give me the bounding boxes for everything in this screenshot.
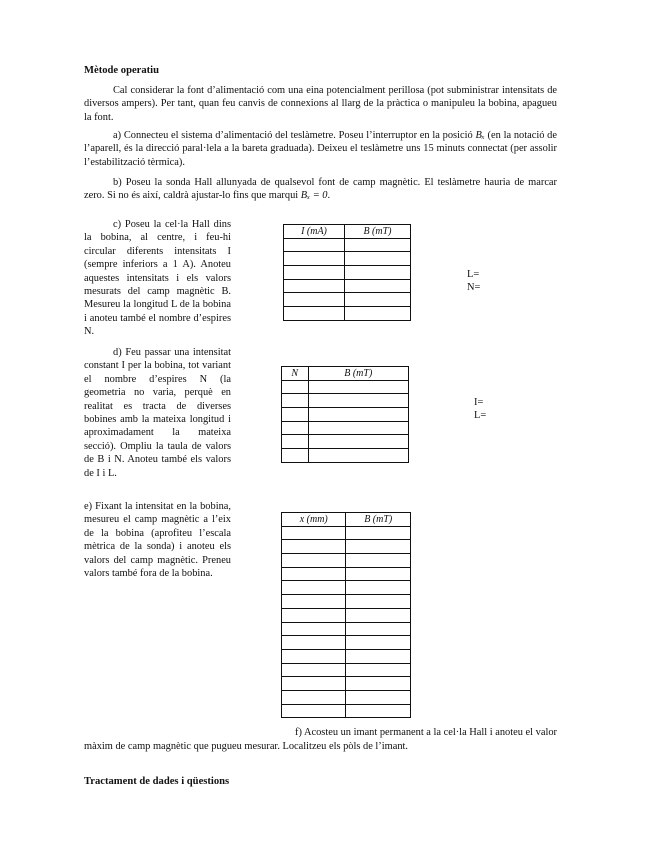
table-row: [282, 567, 411, 581]
table-row: [284, 307, 411, 321]
table-row: [282, 408, 409, 422]
table-row: [284, 238, 411, 252]
table-row: [282, 554, 411, 568]
table-position-field: [281, 512, 411, 718]
table-row: [282, 449, 409, 463]
step-f-line-2: màxim de camp magnètic que pugueu mesurar. Localitzeu els pòls de l’imant.: [84, 741, 409, 752]
step-b-paragraph: b) Poseu la sonda Hall allunyada de qualsevol font de camp magnètic. El teslàmetre hauria de marcar zero. Si no és així, caldrà ajustar-lo fins que marqui Bₓ = 0.: [84, 177, 557, 202]
label-N: N=: [467, 282, 481, 294]
step-e-paragraph: e) Fixant la intensitat en la bobina, mesureu el camp magnètic a l’eix de la bobina (aprofiteu l’escala mètrica de la sonda) i anoteu els valors del camp magnètic. Preneu valors també fora de la bobina.: [84, 501, 231, 580]
table-row: [282, 394, 409, 408]
table3-header-2: B (mT): [346, 513, 411, 527]
step-b-equation: Bₓ = 0: [300, 190, 328, 202]
step-f-line-1: f) Acosteu un imant permanent a la cel·la Hall i anoteu el valor: [295, 727, 557, 738]
table1-header-2: B (mT): [344, 225, 410, 239]
table-row: [282, 595, 411, 609]
intro-paragraph: Cal considerar la font d’alimentació com una eina potencialment perillosa (pot subministrar intensitats de diversos ampers). Per tant, quan feu canvis de connexions al llarg de la pràctica o manipuleu la bobina, apagueu la font.: [84, 85, 557, 123]
table-row: [282, 380, 409, 394]
step-a-paragraph: [84, 129, 557, 169]
step-a-text-2: (en la notació de l’aparell, és la direcció paral·lela a la bareta graduada). Deixeu el teslàmetre uns 15 minuts connectat (per assolir l’estabilització tèrmica).: [84, 130, 557, 168]
label-I: I=: [474, 397, 484, 408]
table-row: [282, 526, 411, 540]
table1-side-labels: [467, 268, 480, 295]
table-row: [282, 649, 411, 663]
table-row: [282, 690, 411, 704]
label-L: L=: [467, 269, 480, 280]
table-row: [284, 266, 411, 280]
table-row: [282, 435, 409, 449]
table-row: [282, 663, 411, 677]
table-row: [282, 677, 411, 691]
table-intensity-field: [283, 224, 411, 321]
label-L2: L=: [474, 410, 487, 422]
section-heading-method: Mètode operatiu: [84, 65, 160, 76]
table2-header-2: B (mT): [308, 367, 408, 381]
table-row: [284, 252, 411, 266]
table-row: [282, 622, 411, 636]
table-row: [284, 279, 411, 293]
step-a-symbol: Bₓ: [475, 130, 485, 141]
section-heading-treatment: Tractament de dades i qüestions: [84, 776, 230, 787]
table-row: [282, 540, 411, 554]
table-row: [282, 421, 409, 435]
table-turns-field: [281, 366, 409, 463]
step-a-text-1: a) Connecteu el sistema d’alimentació del teslàmetre. Poseu l’interruptor en la posició: [113, 130, 473, 141]
step-b-text: b) Poseu la sonda Hall allunyada de qualsevol font de camp magnètic. El teslàmetre hauria de marcar zero. Si no és així, caldrà ajustar-lo fins que marqui: [84, 177, 557, 202]
table-row: [282, 636, 411, 650]
table-row: [282, 704, 411, 718]
table2-side-labels: [474, 396, 486, 423]
table2-header-1: N: [282, 367, 309, 381]
step-d-paragraph: d) Feu passar una intensitat constant I per la bobina, tot variant el nombre d’espires N (la geometria no varia, perquè en realitat es tracta de diverses bobines amb la mateixa longitud i aproximadament la mateixa secció). Ompliu la taula de valors de B i N. Anoteu també els valors de I i L.: [84, 347, 231, 479]
table3-header-1: x (mm): [282, 513, 346, 527]
table1-header-1: I (mA): [284, 225, 345, 239]
table-row: [282, 581, 411, 595]
table-row: [282, 608, 411, 622]
step-c-paragraph: c) Poseu la cel·la Hall dins la bobina, al centre, i feu-hi circular diferents intensitats I (sempre inferiors a 1 A). Anoteu aquestes intensitats i els valors mesurats del camp magnètic B. Mesureu la longitud L de la bobina i anoteu també el nombre d’espires N.: [84, 219, 231, 338]
table-row: [284, 293, 411, 307]
